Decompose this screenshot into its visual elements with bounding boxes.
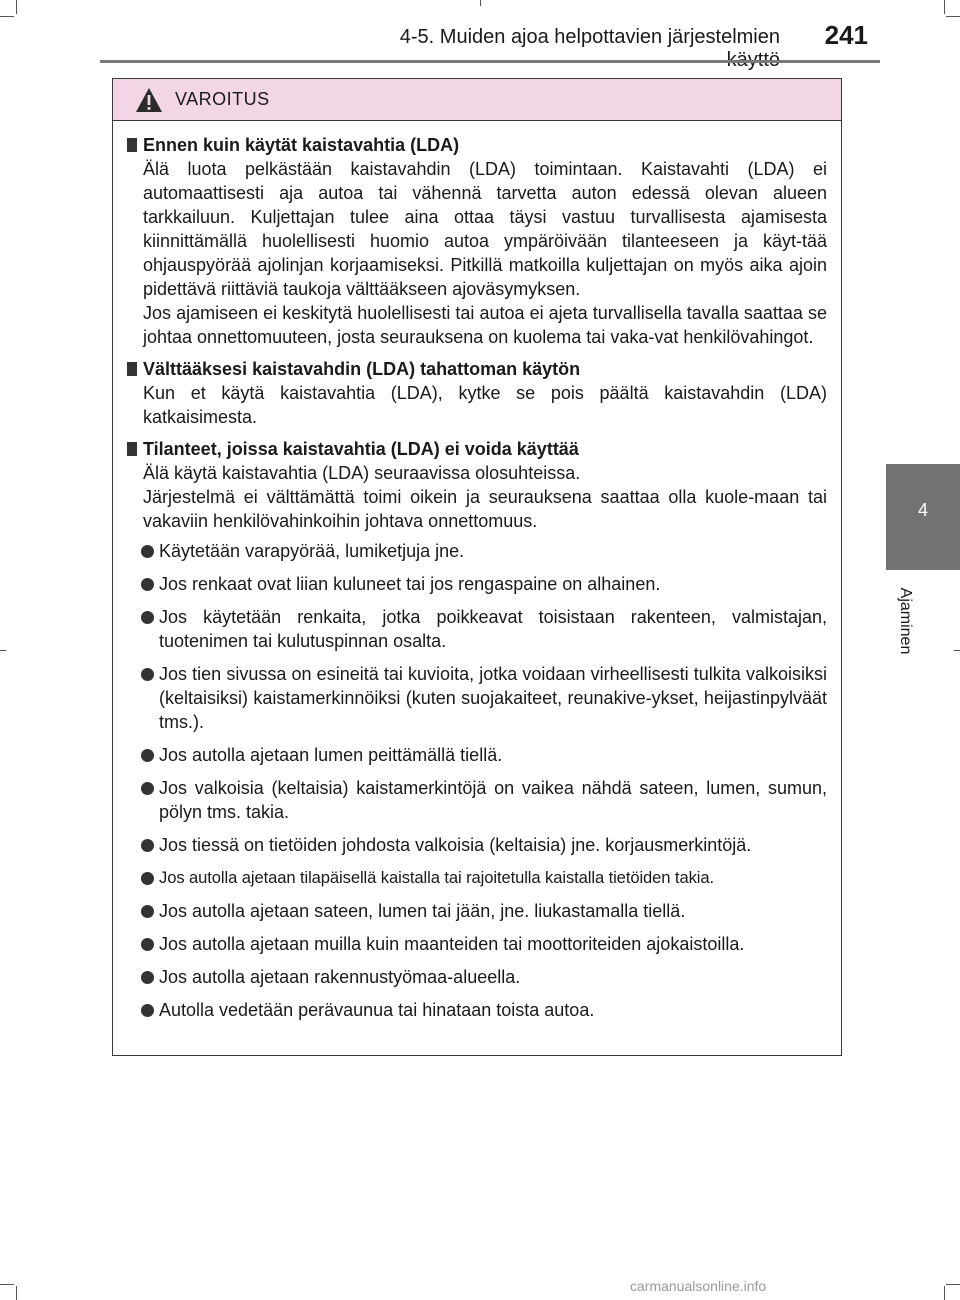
round-bullet-icon [141,1004,154,1017]
square-bullet-icon [127,138,137,152]
list-item-text: Jos autolla ajetaan sateen, lumen tai jään, jne. liukastamalla tiellä. [159,901,686,921]
crop-mark [946,1284,960,1285]
paragraph: Järjestelmä ei välttämättä toimi oikein ja seurauksena saattaa olla kuole-maan tai vakaviin henkilövahinkoihin johtava onnettomuus. [143,487,827,531]
warning-title: VAROITUS [175,89,270,109]
section-title: 4-5. Muiden ajoa helpottavien järjestelmien [399,26,780,48]
list-item-text: Jos käytetään renkaita, jotka poikkeavat toisistaan rakenteen, valmistajan, tuotenimen tai kulutuspinnan osalta. [159,607,827,651]
round-bullet-icon [141,839,154,852]
header-divider [100,60,880,63]
section-heading-text: Välttääksesi kaistavahdin (LDA) tahattoman käytön [143,359,581,379]
list-item-text: Jos renkaat ovat liian kuluneet tai jos rengaspaine on alhainen. [159,574,661,594]
warning-header [113,79,841,121]
section-unusable-conditions [127,437,827,1022]
crop-mark [954,650,960,651]
chapter-label-wrap [886,580,924,662]
list-item-text: Käytetään varapyörää, lumiketjuja jne. [159,541,465,561]
condition-list [141,539,827,1022]
paragraph: Älä käytä kaistavahtia (LDA) seuraavissa olosuhteissa. [143,463,581,483]
chapter-label: Ajaminen [897,587,914,655]
crop-mark [16,0,17,14]
section-avoid-accidental-use [127,357,827,429]
list-item-text: Autolla vedetään perävaunua tai hinataan toista autoa. [159,1000,595,1020]
round-bullet-icon [141,782,154,795]
list-item [141,662,827,734]
round-bullet-icon [141,971,154,984]
list-item-text: Jos autolla ajetaan lumen peittämällä tiellä. [159,745,503,765]
section-heading-text: Ennen kuin käytät kaistavahtia (LDA) [143,135,460,155]
round-bullet-icon [141,905,154,918]
warning-triangle-icon [135,87,163,113]
list-item [141,539,827,563]
section-before-use [127,133,827,349]
chapter-tab [886,464,960,570]
warning-body [113,121,841,1022]
round-bullet-icon [141,938,154,951]
list-item [141,776,827,824]
section-heading-text: Tilanteet, joissa kaistavahtia (LDA) ei voida käyttää [143,439,579,459]
watermark: carmanualsonline.info [630,1278,767,1294]
list-item-text: Jos valkoisia (keltaisia) kaistamerkintöjä on vaikea nähdä sateen, lumen, sumun, pölyn tms. takia. [159,778,827,822]
round-bullet-icon [141,668,154,681]
square-bullet-icon [127,362,137,376]
crop-mark [0,650,6,651]
round-bullet-icon [141,611,154,624]
list-item-text: Jos autolla ajetaan muilla kuin maanteiden tai moottoriteiden ajokaistoilla. [159,934,745,954]
list-item [141,833,827,857]
crop-mark [480,0,481,6]
round-bullet-icon [141,872,154,885]
crop-mark [944,1286,945,1300]
list-item-text: Jos tiessä on tietöiden johdosta valkoisia (keltaisia) jne. korjausmerkintöjä. [159,835,752,855]
square-bullet-icon [127,442,137,456]
list-item [141,743,827,767]
crop-mark [0,16,14,17]
paragraph: Kun et käytä kaistavahtia (LDA), kytke se pois päältä kaistavahdin (LDA) katkaisimesta. [143,383,827,427]
list-item-text: Jos autolla ajetaan tilapäisellä kaistalla tai rajoitetulla kaistalla tietöiden takia. [159,868,714,887]
list-item [141,998,827,1022]
section-heading [127,133,827,157]
paragraph: Jos ajamiseen ei keskitytä huolellisesti tai autoa ei ajeta turvallisella tavalla saattaa se johtaa onnettomuuteen, josta seurauksena on kuolema tai vaka-vat henkilövahingot. [143,303,827,347]
warning-box [112,78,842,1056]
list-item [141,866,827,890]
list-item [141,932,827,956]
list-item [141,899,827,923]
chapter-number: 4 [917,500,928,520]
list-item-text: Jos autolla ajetaan rakennustyömaa-alueella. [159,967,521,987]
round-bullet-icon [141,749,154,762]
crop-mark [944,0,945,14]
list-item [141,572,827,596]
crop-mark [946,16,960,17]
list-item [141,605,827,653]
list-item-text: Jos tien sivussa on esineitä tai kuvioita, jotka voidaan virheellisesti tulkita valkoisiksi (keltaisiksi) kaistamerkinnöiksi (kuten suojakaiteet, reunakive-ykset, heijastinpylväät tms.). [159,664,827,732]
page-number: 241 [824,20,868,50]
list-item [141,965,827,989]
paragraph: Älä luota pelkästään kaistavahdin (LDA) toimintaan. Kaistavahti (LDA) ei automaattisesti aja autoa tai vähennä tarvetta auton edessä olevan alueen tarkkailuun. Kuljettajan tulee aina ottaa täysi vastuu turvallisesta ajamisesta kiinnittämällä huolellisesti huomio autoa ympäröivään tilanteeseen ja käyt-tää ohjauspyörää ajolinjan korjaamiseksi. Pitkillä matkoilla kuljettajan on myös aika ajoin pidettävä riittäviä taukoja välttääkseen ajoväsymyksen. [143,159,827,299]
round-bullet-icon [141,545,154,558]
round-bullet-icon [141,578,154,591]
section-heading [127,357,827,381]
section-heading [127,437,827,461]
crop-mark [16,1286,17,1300]
crop-mark [0,1284,14,1285]
